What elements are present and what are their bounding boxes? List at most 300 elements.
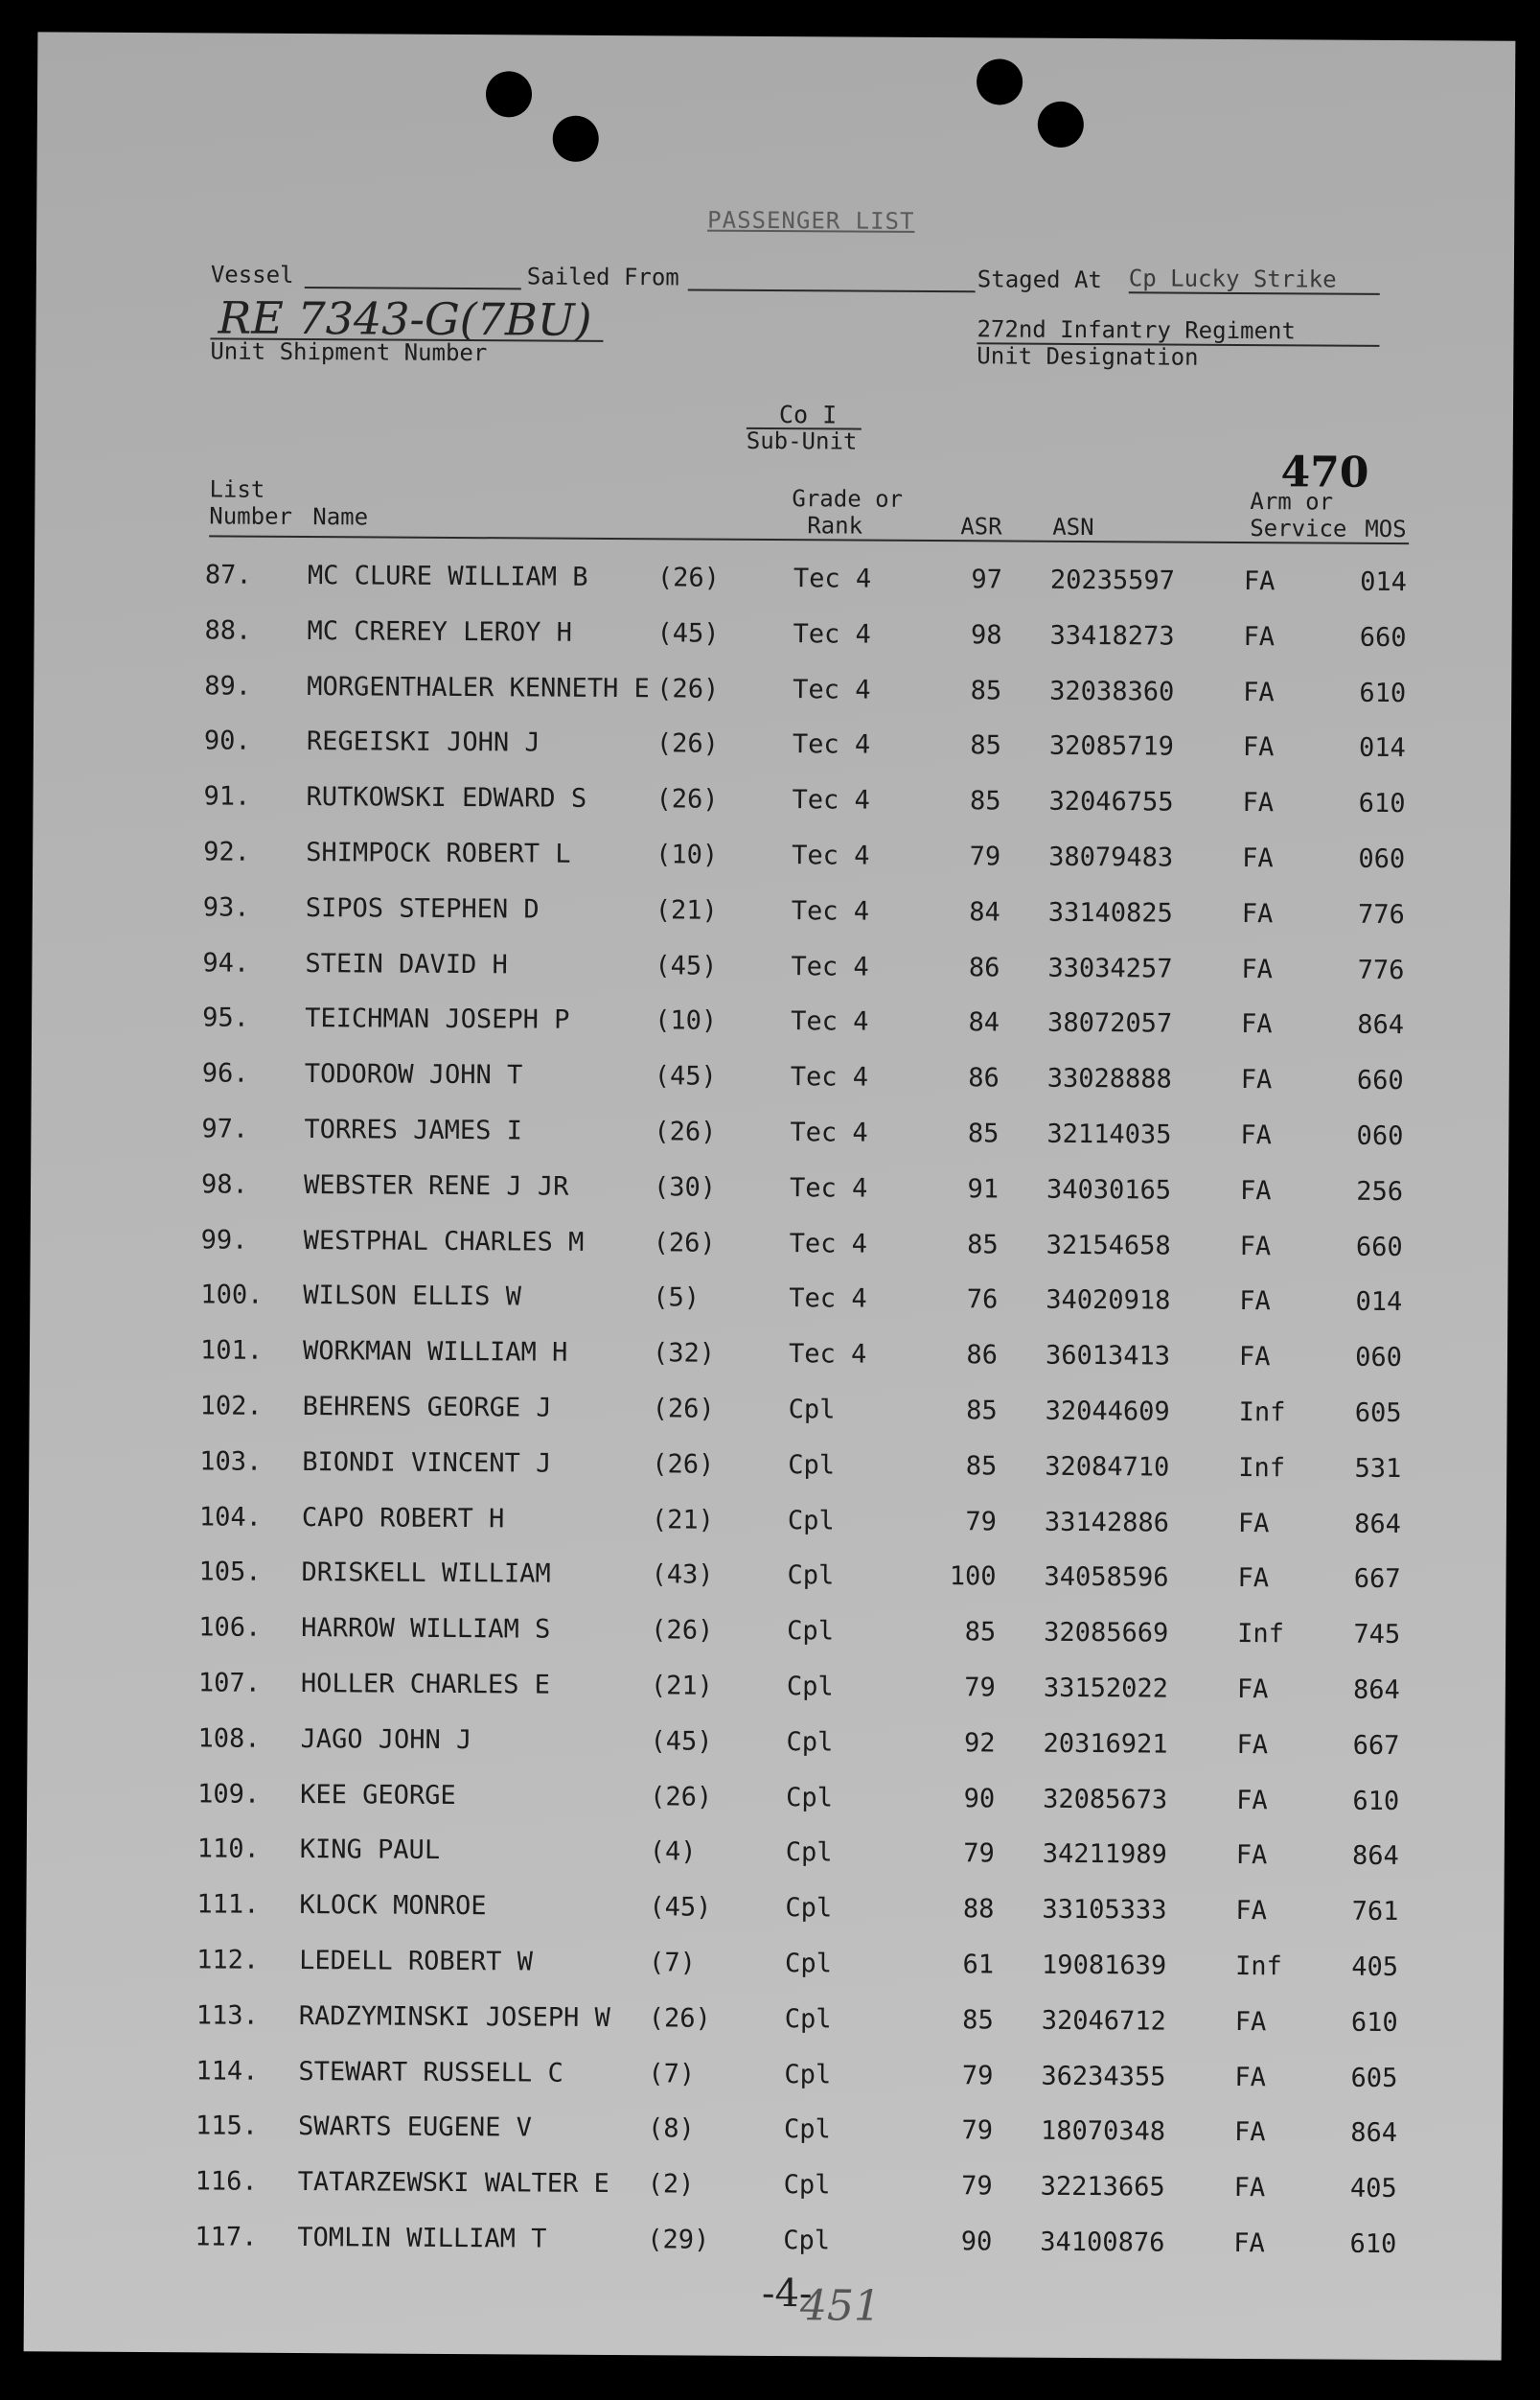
cell-rank: Tec 4 xyxy=(791,895,870,927)
cell-arm: Inf xyxy=(1237,1619,1285,1650)
cell-num: 115. xyxy=(195,2111,259,2142)
cell-arm: FA xyxy=(1240,1120,1273,1151)
cell-num: 87. xyxy=(204,560,252,590)
cell-asr: 84 xyxy=(969,897,1000,928)
cell-name: TODOROW JOHN T xyxy=(304,1059,523,1091)
table-row xyxy=(24,2221,1502,2268)
cell-asn: 32154658 xyxy=(1046,1230,1171,1261)
punch-hole xyxy=(553,116,599,162)
col-name: Name xyxy=(312,503,369,531)
cell-asr: 86 xyxy=(968,952,1000,983)
cell-num: 108. xyxy=(197,1723,261,1754)
cell-num: 111. xyxy=(196,1889,260,1920)
cell-name: DRISKELL WILLIAM xyxy=(301,1558,551,1590)
col-asr: ASR xyxy=(960,513,1002,541)
staged-at-label: Staged At xyxy=(977,265,1102,294)
cell-mos: 060 xyxy=(1355,1342,1403,1373)
cell-age: (26) xyxy=(654,1117,717,1147)
cell-asn: 20316921 xyxy=(1043,1728,1168,1760)
cell-asr: 79 xyxy=(961,2171,993,2202)
cell-mos: 667 xyxy=(1352,1730,1400,1761)
cell-name: RADZYMINSKI JOSEPH W xyxy=(298,2000,610,2033)
cell-mos: 014 xyxy=(1355,1287,1403,1318)
cell-age: (45) xyxy=(655,950,718,981)
table-row xyxy=(27,1778,1505,1825)
cell-age: (26) xyxy=(655,728,720,760)
cell-arm: FA xyxy=(1236,1673,1269,1705)
cell-arm: FA xyxy=(1233,2227,1265,2259)
cell-asn: 38072057 xyxy=(1047,1008,1173,1039)
cell-num: 89. xyxy=(204,670,252,702)
unit-shipment-number-value: RE 7343-G(7BU) xyxy=(218,291,592,346)
cell-asn: 33152022 xyxy=(1043,1673,1169,1704)
cell-age: (21) xyxy=(650,1671,714,1701)
cell-arm: FA xyxy=(1234,2062,1267,2092)
cell-name: KLOCK MONROE xyxy=(299,1890,487,1922)
table-row xyxy=(29,1445,1506,1492)
cell-mos: 610 xyxy=(1358,788,1406,819)
cell-rank: Tec 4 xyxy=(792,841,870,871)
table-row xyxy=(31,1168,1508,1215)
table-row xyxy=(31,1113,1508,1160)
cell-num: 96. xyxy=(201,1058,249,1089)
cell-rank: Tec 4 xyxy=(791,951,869,982)
page-title: PASSENGER LIST xyxy=(707,206,915,235)
cell-num: 88. xyxy=(204,615,252,646)
cell-name: HOLLER CHARLES E xyxy=(300,1669,551,1700)
cell-arm: FA xyxy=(1237,1563,1270,1594)
cell-asn: 32046712 xyxy=(1041,2005,1166,2037)
table-row xyxy=(25,2055,1503,2102)
cell-asn: 32085673 xyxy=(1043,1784,1168,1815)
cell-num: 97. xyxy=(201,1114,249,1144)
cell-rank: Tec 4 xyxy=(788,1339,867,1370)
cell-rank: Cpl xyxy=(785,1837,833,1868)
cell-num: 104. xyxy=(198,1501,263,1533)
cell-asr: 79 xyxy=(961,2060,994,2091)
cell-age: (32) xyxy=(652,1338,716,1369)
sailed-from-label: Sailed From xyxy=(526,263,679,291)
cell-rank: Cpl xyxy=(787,1560,835,1591)
cell-name: MC CLURE WILLIAM B xyxy=(307,561,588,592)
cell-mos: 745 xyxy=(1353,1619,1401,1650)
cell-asr: 86 xyxy=(968,1063,1000,1094)
handwritten-number: 451 xyxy=(799,2281,882,2331)
cell-asn: 32085719 xyxy=(1048,731,1175,762)
table-row xyxy=(25,2165,1503,2212)
cell-age: (26) xyxy=(651,1615,714,1646)
cell-mos: 864 xyxy=(1351,1841,1399,1872)
cell-rank: Cpl xyxy=(784,2003,832,2035)
cell-age: (30) xyxy=(653,1172,717,1203)
cell-age: (4) xyxy=(649,1836,697,1867)
cell-arm: FA xyxy=(1242,843,1274,874)
col-arm-2: Service xyxy=(1250,515,1347,542)
cell-asn: 32213665 xyxy=(1040,2171,1165,2203)
cell-age: (43) xyxy=(651,1559,714,1591)
cell-age: (26) xyxy=(656,673,720,704)
cell-num: 113. xyxy=(195,2000,259,2031)
table-row xyxy=(34,559,1512,606)
cell-num: 107. xyxy=(197,1668,262,1698)
table-row xyxy=(33,891,1510,938)
cell-num: 105. xyxy=(198,1557,262,1588)
cell-asr: 85 xyxy=(964,1617,997,1648)
punch-hole xyxy=(486,71,532,117)
cell-age: (45) xyxy=(649,1892,712,1923)
cell-name: STEWART RUSSELL C xyxy=(298,2056,563,2088)
cell-arm: Inf xyxy=(1238,1396,1286,1428)
table-row xyxy=(30,1390,1507,1437)
cell-age: (21) xyxy=(651,1504,715,1535)
cell-mos: 864 xyxy=(1354,1509,1402,1539)
cell-name: WORKMAN WILLIAM H xyxy=(302,1336,568,1368)
sub-unit-label: Sub-Unit xyxy=(746,427,858,455)
cell-asr: 61 xyxy=(962,1950,995,1980)
cell-name: CAPO ROBERT H xyxy=(301,1502,505,1534)
cell-name: KEE GEORGE xyxy=(300,1779,456,1811)
table-row xyxy=(26,1999,1504,2046)
cell-num: 102. xyxy=(199,1391,263,1421)
cell-num: 110. xyxy=(196,1834,260,1865)
table-row xyxy=(34,670,1511,717)
cell-name: TOMLIN WILLIAM T xyxy=(297,2223,547,2254)
cell-num: 109. xyxy=(197,1778,261,1810)
cell-asn: 32038360 xyxy=(1049,676,1175,707)
punch-hole xyxy=(977,58,1023,104)
cell-mos: 776 xyxy=(1357,955,1405,985)
cell-asr: 85 xyxy=(967,1119,1000,1149)
table-row xyxy=(33,836,1510,883)
cell-asr: 85 xyxy=(970,675,1002,706)
cell-arm: FA xyxy=(1238,1342,1271,1373)
cell-asr: 85 xyxy=(966,1396,998,1426)
cell-arm: FA xyxy=(1241,954,1274,984)
cell-age: (8) xyxy=(647,2113,695,2144)
cell-asr: 79 xyxy=(969,842,1001,872)
cell-asr: 85 xyxy=(965,1451,998,1482)
cell-asr: 98 xyxy=(970,620,1002,651)
cell-mos: 605 xyxy=(1350,2063,1398,2093)
table-row xyxy=(26,1888,1504,1935)
cell-asr: 88 xyxy=(962,1894,995,1925)
cell-arm: FA xyxy=(1239,1231,1272,1261)
cell-rank: Cpl xyxy=(786,1782,834,1813)
cell-mos: 014 xyxy=(1358,733,1406,764)
cell-asn: 34211989 xyxy=(1042,1839,1167,1870)
cell-name: RUTKOWSKI EDWARD S xyxy=(306,782,587,815)
cell-asr: 90 xyxy=(963,1783,996,1814)
cell-mos: 660 xyxy=(1355,1232,1403,1262)
cell-num: 101. xyxy=(199,1335,264,1366)
cell-rank: Cpl xyxy=(784,2059,832,2090)
cell-name: LEDELL ROBERT W xyxy=(299,1946,534,1977)
cell-asn: 38079483 xyxy=(1048,842,1174,873)
cell-arm: FA xyxy=(1239,1175,1272,1206)
cell-mos: 531 xyxy=(1354,1453,1402,1484)
cell-mos: 610 xyxy=(1352,1786,1400,1816)
cell-mos: 864 xyxy=(1352,1674,1400,1706)
cell-asn: 33028888 xyxy=(1046,1063,1172,1095)
cell-arm: Inf xyxy=(1238,1452,1286,1484)
cell-age: (2) xyxy=(647,2169,695,2200)
cell-name: BEHRENS GEORGE J xyxy=(302,1392,552,1423)
cell-name: WEBSTER RENE J JR xyxy=(303,1169,569,1202)
cell-mos: 060 xyxy=(1356,1120,1404,1152)
punch-hole xyxy=(1038,102,1084,148)
table-row xyxy=(30,1334,1507,1381)
cell-mos: 610 xyxy=(1350,2007,1398,2038)
table-row xyxy=(28,1667,1506,1714)
cell-arm: FA xyxy=(1236,1729,1269,1760)
cell-arm: FA xyxy=(1243,566,1276,597)
cell-mos: 605 xyxy=(1354,1397,1402,1429)
cell-rank: Tec 4 xyxy=(789,1172,868,1204)
cell-asn: 34020918 xyxy=(1046,1285,1171,1316)
sub-unit-value: Co I xyxy=(778,401,838,429)
cell-age: (5) xyxy=(653,1282,701,1313)
cell-asr: 90 xyxy=(960,2227,993,2257)
cell-rank: Tec 4 xyxy=(789,1228,868,1259)
cell-asr: 85 xyxy=(969,786,1001,817)
cell-asn: 33105333 xyxy=(1042,1894,1167,1926)
cell-mos: 776 xyxy=(1357,899,1405,930)
cell-asn: 32084710 xyxy=(1045,1451,1170,1483)
col-arm-1: Arm or xyxy=(1250,488,1334,516)
cell-asn: 32085669 xyxy=(1044,1617,1169,1649)
cell-rank: Cpl xyxy=(788,1449,836,1481)
cell-rank: Tec 4 xyxy=(791,1006,869,1038)
cell-num: 114. xyxy=(195,2055,259,2087)
cell-arm: FA xyxy=(1241,898,1274,930)
cell-arm: FA xyxy=(1235,1896,1268,1927)
cell-name: MORGENTHALER KENNETH E xyxy=(307,671,650,704)
cell-arm: FA xyxy=(1237,1508,1270,1538)
cell-asn: 34100876 xyxy=(1040,2227,1165,2258)
cell-mos: 060 xyxy=(1358,843,1406,875)
page-number: -4- xyxy=(761,2271,813,2317)
table-row xyxy=(27,1834,1505,1881)
cell-mos: 667 xyxy=(1353,1564,1401,1595)
cell-name: BIONDI VINCENT J xyxy=(302,1446,552,1479)
cell-mos: 864 xyxy=(1350,2118,1398,2149)
cell-arm: FA xyxy=(1233,2173,1266,2204)
cell-asr: 92 xyxy=(963,1728,996,1759)
cell-num: 103. xyxy=(199,1446,263,1477)
cell-name: REGEISKI JOHN J xyxy=(306,727,540,758)
cell-num: 117. xyxy=(195,2222,258,2252)
cell-arm: FA xyxy=(1239,1286,1271,1317)
table-row xyxy=(26,1944,1504,1991)
table-row xyxy=(32,1003,1509,1050)
cell-arm: FA xyxy=(1242,732,1275,763)
cell-age: (7) xyxy=(649,1948,696,1978)
cell-rank: Cpl xyxy=(783,2170,831,2201)
cell-age: (26) xyxy=(652,1394,715,1424)
cell-mos: 660 xyxy=(1356,1065,1404,1096)
cell-name: SWARTS EUGENE V xyxy=(297,2112,532,2143)
cell-name: SHIMPOCK ROBERT L xyxy=(306,838,571,869)
cell-arm: FA xyxy=(1235,1840,1268,1871)
cell-asr: 79 xyxy=(964,1673,996,1703)
cell-asn: 33142886 xyxy=(1044,1507,1170,1538)
cell-num: 91. xyxy=(203,781,251,812)
cell-asr: 79 xyxy=(961,2115,994,2146)
table-row xyxy=(34,614,1511,661)
cell-arm: FA xyxy=(1233,2117,1266,2148)
unit-designation-label: Unit Designation xyxy=(977,342,1199,371)
cell-mos: 256 xyxy=(1356,1176,1404,1207)
table-row xyxy=(28,1611,1506,1658)
cell-mos: 014 xyxy=(1360,566,1408,598)
cell-rank: Cpl xyxy=(786,1672,834,1702)
cell-arm: FA xyxy=(1236,1785,1268,1815)
cell-name: STEIN DAVID H xyxy=(305,948,508,980)
cell-mos: 761 xyxy=(1351,1896,1399,1927)
stamp-number: 470 xyxy=(1280,448,1369,497)
cell-rank: Tec 4 xyxy=(793,674,871,705)
cell-name: SIPOS STEPHEN D xyxy=(305,892,540,925)
cell-age: (21) xyxy=(655,895,718,926)
cell-name: TATARZEWSKI WALTER E xyxy=(297,2167,609,2200)
cell-asr: 86 xyxy=(966,1340,999,1371)
cell-age: (26) xyxy=(650,1781,713,1812)
cell-asr: 85 xyxy=(962,2005,994,2036)
col-list-1: List xyxy=(209,475,265,503)
cell-age: (45) xyxy=(650,1726,713,1757)
unit-shipment-number-label: Unit Shipment Number xyxy=(210,337,488,367)
cell-age: (26) xyxy=(653,1227,716,1258)
cell-name: JAGO JOHN J xyxy=(300,1723,472,1755)
cell-rank: Tec 4 xyxy=(790,1062,869,1093)
cell-name: TEICHMAN JOSEPH P xyxy=(305,1004,570,1036)
cell-age: (29) xyxy=(647,2225,710,2255)
cell-asr: 85 xyxy=(967,1229,999,1260)
cell-num: 93. xyxy=(202,892,250,923)
cell-asn: 33418273 xyxy=(1049,620,1175,652)
table-row xyxy=(31,1224,1508,1271)
col-grade-2: Rank xyxy=(807,512,863,540)
cell-mos: 660 xyxy=(1359,622,1407,653)
cell-age: (45) xyxy=(656,618,720,649)
cell-name: WESTPHAL CHARLES M xyxy=(303,1225,585,1258)
cell-num: 98. xyxy=(200,1169,248,1200)
cell-mos: 610 xyxy=(1359,678,1407,708)
cell-num: 95. xyxy=(202,1003,249,1034)
table-row xyxy=(25,2111,1503,2158)
cell-name: HARROW WILLIAM S xyxy=(301,1613,551,1645)
cell-num: 90. xyxy=(203,726,251,757)
col-asn: ASN xyxy=(1052,513,1094,542)
cell-asr: 84 xyxy=(968,1007,1000,1038)
cell-arm: FA xyxy=(1234,2006,1267,2037)
cell-num: 92. xyxy=(203,837,251,867)
cell-asr: 79 xyxy=(963,1838,995,1869)
cell-arm: FA xyxy=(1243,621,1276,653)
cell-arm: FA xyxy=(1243,677,1275,707)
cell-arm: FA xyxy=(1242,788,1275,819)
cell-asn: 33034257 xyxy=(1047,953,1173,984)
cell-asn: 36234355 xyxy=(1041,2061,1166,2092)
table-row xyxy=(27,1722,1505,1769)
cell-age: (26) xyxy=(655,784,719,815)
cell-mos: 405 xyxy=(1349,2173,1397,2204)
cell-rank: Tec 4 xyxy=(793,564,872,594)
table-row xyxy=(33,780,1510,827)
col-mos: MOS xyxy=(1365,515,1407,543)
cell-num: 112. xyxy=(196,1945,260,1975)
cell-age: (45) xyxy=(654,1061,717,1092)
cell-mos: 864 xyxy=(1357,1010,1405,1041)
cell-rank: Tec 4 xyxy=(793,618,871,650)
cell-asn: 34058596 xyxy=(1044,1562,1169,1593)
cell-rank: Cpl xyxy=(786,1726,834,1758)
cell-rank: Tec 4 xyxy=(792,729,871,761)
cell-num: 94. xyxy=(202,947,250,979)
table-row xyxy=(30,1280,1507,1327)
cell-rank: Tec 4 xyxy=(792,785,870,816)
cell-rank: Cpl xyxy=(785,1893,833,1924)
cell-rank: Cpl xyxy=(783,2226,831,2256)
cell-asn: 34030165 xyxy=(1046,1174,1172,1206)
cell-mos: 610 xyxy=(1349,2228,1397,2260)
cell-asr: 97 xyxy=(971,565,1003,595)
cell-rank: Cpl xyxy=(787,1505,835,1536)
col-list-2: Number xyxy=(209,502,293,530)
cell-mos: 405 xyxy=(1351,1951,1399,1983)
cell-asn: 32114035 xyxy=(1046,1119,1172,1150)
cell-rank: Cpl xyxy=(788,1395,836,1425)
cell-name: WILSON ELLIS W xyxy=(303,1281,522,1312)
staged-at-value: Cp Lucky Strike xyxy=(1128,265,1337,293)
cell-num: 116. xyxy=(195,2166,258,2197)
cell-name: KING PAUL xyxy=(299,1835,441,1866)
cell-arm: Inf xyxy=(1235,1950,1282,1982)
col-grade-1: Grade or xyxy=(792,485,904,513)
cell-num: 100. xyxy=(200,1280,264,1311)
table-row xyxy=(32,947,1509,994)
cell-rank: Cpl xyxy=(785,1949,832,1979)
cell-num: 99. xyxy=(200,1224,248,1256)
table-row xyxy=(34,726,1511,773)
cell-num: 106. xyxy=(198,1612,262,1643)
cell-age: (10) xyxy=(655,1005,718,1037)
cell-asn: 36013413 xyxy=(1045,1340,1171,1372)
cell-age: (26) xyxy=(656,563,721,593)
cell-name: TORRES JAMES I xyxy=(304,1115,523,1146)
table-row xyxy=(32,1057,1509,1104)
cell-rank: Tec 4 xyxy=(790,1118,868,1148)
cell-age: (10) xyxy=(655,840,719,870)
staged-at-line xyxy=(1129,291,1380,295)
cell-asn: 20235597 xyxy=(1049,565,1176,596)
document-page xyxy=(24,32,1516,2360)
unit-designation-value: 272nd Infantry Regiment xyxy=(977,315,1296,345)
cell-asn: 33140825 xyxy=(1047,897,1173,929)
cell-asn: 18070348 xyxy=(1040,2116,1166,2147)
cell-asn: 32044609 xyxy=(1045,1396,1170,1427)
cell-asn: 19081639 xyxy=(1042,1950,1167,1981)
cell-asr: 100 xyxy=(949,1561,997,1592)
cell-asr: 85 xyxy=(970,730,1001,761)
table-row xyxy=(29,1501,1506,1548)
cell-age: (7) xyxy=(648,2058,696,2089)
cell-arm: FA xyxy=(1240,1065,1273,1096)
sailed-from-line xyxy=(688,288,976,292)
vessel-line xyxy=(305,287,521,289)
cell-age: (26) xyxy=(652,1449,715,1480)
cell-rank: Tec 4 xyxy=(789,1283,867,1315)
